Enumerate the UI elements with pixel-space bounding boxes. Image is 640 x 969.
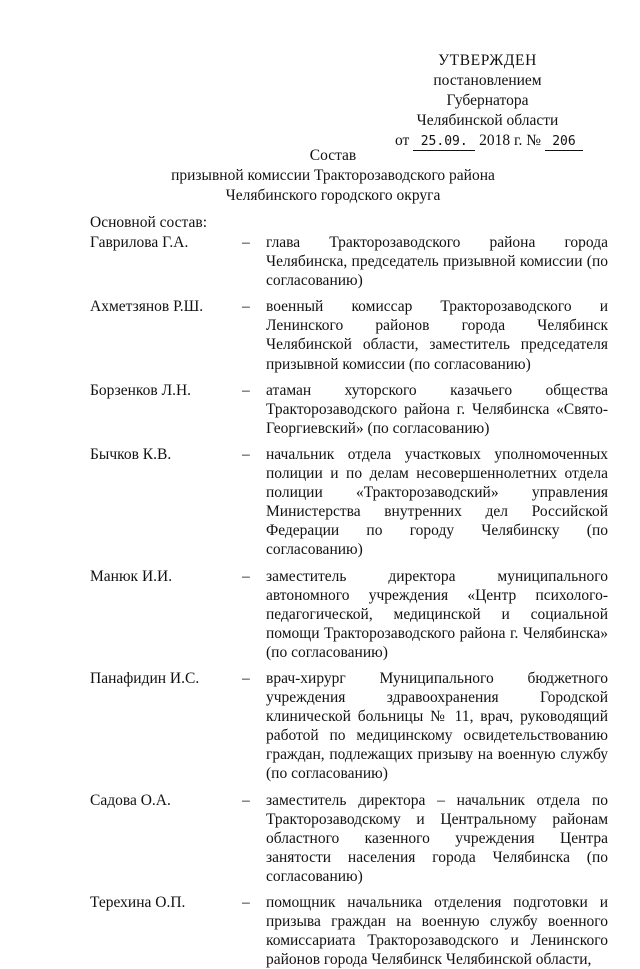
member-dash: – — [242, 567, 250, 585]
member-description: заместитель директора – начальник отдела по Тракторозаводскому и Центральному районам областного казенного учреждения Центра занятости населения города Челябинска (по согласованию) — [266, 791, 608, 885]
approval-number-value: 206 — [545, 134, 583, 151]
member-entry — [0, 445, 640, 560]
section-label: Основной состав: — [90, 214, 208, 231]
member-entry — [0, 791, 640, 886]
member-dash: – — [242, 381, 250, 399]
document-title — [90, 146, 576, 206]
approval-line-resolution: постановлением Губернатора — [433, 72, 542, 109]
approval-line-region: Челябинской области — [416, 112, 559, 129]
member-description: глава Тракторозаводского района города Челябинска, председатель призывной комиссии (по согласованию) — [266, 234, 608, 290]
member-name: Панафидин И.С. — [90, 669, 200, 687]
title-line-composition: Состав — [309, 147, 357, 164]
member-entry — [0, 567, 640, 662]
member-description: начальник отдела участковых уполномоченных полиции и по делам несовершеннолетних отдела полиции «Тракторозаводский» управления Министерства внутренних дел Российской Федерации по городу Челябинску (по согласованию) — [266, 445, 608, 559]
member-dash: – — [242, 894, 250, 911]
member-description: помощник начальника отделения подготовки и призыва граждан на военную службу военного комиссариата Тракторозаводского и Ленинского районов города Челябинск Челябинской области, — [266, 894, 608, 969]
member-dash: – — [242, 791, 250, 809]
member-spacer — [0, 290, 640, 297]
approval-heading: УТВЕРЖДЕН — [438, 52, 537, 69]
member-name: Бычков К.В. — [90, 445, 172, 463]
member-description: заместитель директора муниципального автономного учреждения «Центр психолого-педагогической, медицинской и социальной помощи Тракторозаводского района г. Челябинска» (по согласованию) — [266, 567, 608, 661]
member-spacer — [0, 662, 640, 669]
member-spacer — [0, 374, 640, 381]
member-description: атаман хуторского казачьего общества Тракторозаводского района г. Челябинска «Свято-Георгиевский» (по согласованию) — [266, 381, 608, 437]
member-entry — [0, 381, 640, 438]
member-name: Гаврилова Г.А. — [90, 234, 189, 251]
title-line-district: Челябинского городского округа — [225, 187, 441, 204]
member-entry — [0, 297, 640, 373]
approval-date-value: 25.09. — [413, 134, 475, 151]
member-name: Терехина О.П. — [90, 894, 186, 911]
approval-year-text: 2018 г. № — [479, 132, 542, 149]
member-spacer — [0, 560, 640, 567]
member-name: Ахметзянов Р.Ш. — [90, 298, 204, 316]
member-dash: – — [242, 298, 250, 316]
member-entry — [0, 893, 640, 969]
date-prefix: от — [395, 132, 410, 149]
member-list — [0, 233, 640, 969]
member-description: врач-хирург Муниципального бюджетного учреждения здравоохранения Городской клинической больницы № 11, врач, руководящий работой по медицинскому освидетельствованию граждан, подлежащих призыву на военную службу (по согласованию) — [266, 669, 608, 783]
member-name: Борзенков Л.Н. — [90, 381, 192, 399]
member-description: военный комиссар Тракторозаводского и Ленинского районов города Челябинск Челябинской области, заместитель председателя призывной комиссии (по согласованию) — [266, 298, 608, 373]
member-dash: – — [242, 669, 250, 687]
member-dash: – — [242, 234, 250, 251]
member-spacer — [0, 886, 640, 893]
member-dash: – — [242, 445, 250, 463]
member-name: Садова О.А. — [90, 791, 171, 809]
title-line-commission: призывной комиссии Тракторозаводского района — [171, 167, 495, 184]
member-name: Манюк И.И. — [90, 567, 173, 585]
approval-stamp — [395, 51, 580, 151]
member-spacer — [0, 784, 640, 791]
member-entry — [0, 669, 640, 784]
member-spacer — [0, 438, 640, 445]
member-entry — [0, 233, 640, 290]
